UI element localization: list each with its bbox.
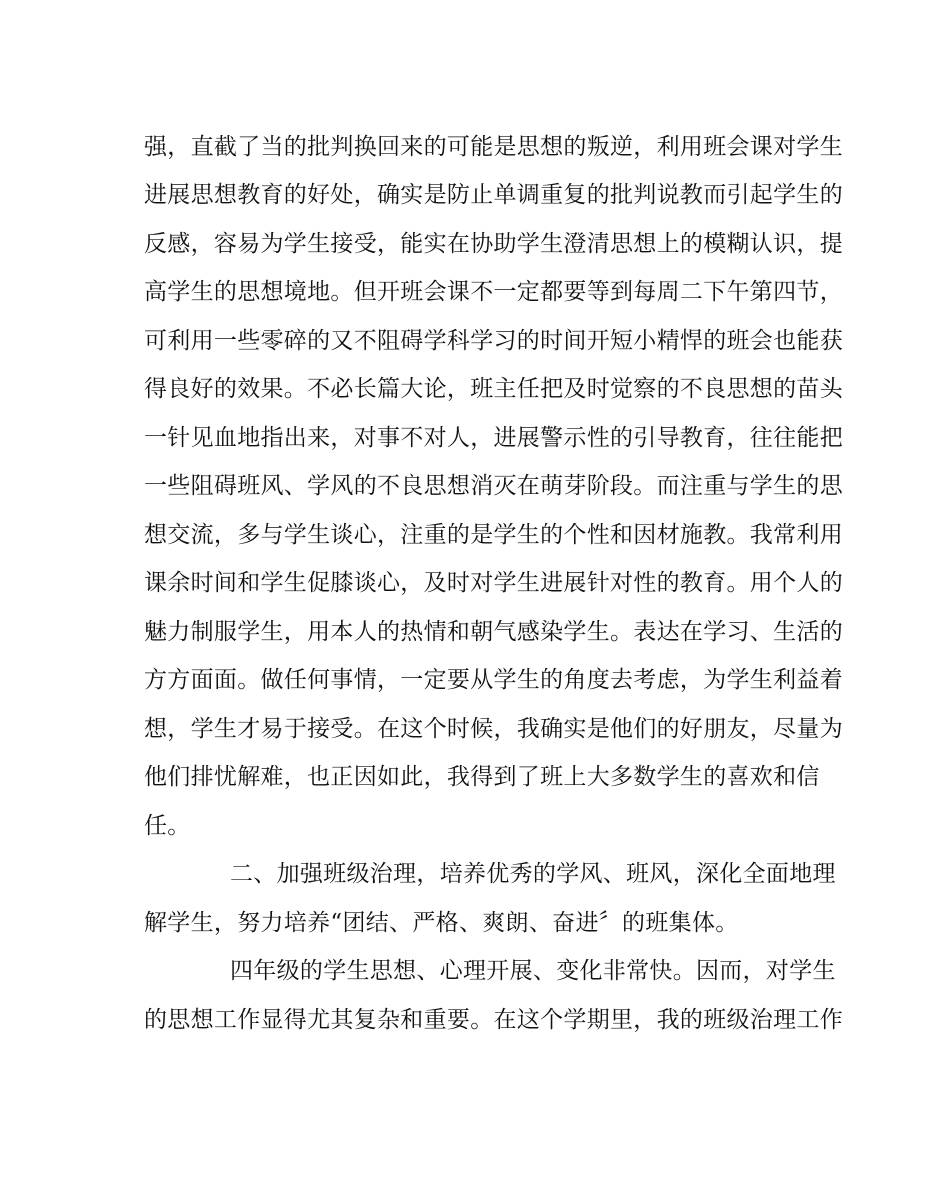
text-line: 一针见血地指出来，对事不对人，进展警示性的引导教育，往往能把 bbox=[144, 425, 843, 451]
text-line: 方方面面。做任何事情，一定要从学生的角度去考虑，为学生利益着 bbox=[144, 667, 843, 693]
text-line: 可利用一些零碎的又不阻碍学科学习的时间开短小精悍的班会也能获 bbox=[144, 328, 843, 354]
text-line: 想，学生才易于接受。在这个时候，我确实是他们的好朋友，尽量为 bbox=[144, 716, 843, 742]
text-line: 他们排忧解难，也正因如此，我得到了班上大多数学生的喜欢和信 bbox=[144, 764, 820, 790]
text-line: 任。 bbox=[144, 813, 191, 839]
text-line: 魅力制服学生，用本人的热情和朝气感染学生。表达在学习、生活的 bbox=[144, 619, 843, 645]
text-line: 反感，容易为学生接受，能实在协助学生澄清思想上的模糊认识，提 bbox=[144, 231, 843, 257]
text-line: 四年级的学生思想、心理开展、变化非常快。因而，对学生 bbox=[230, 958, 836, 984]
section-heading-line: 解学生，努力培养“团结、严格、爽朗、奋进〞的班集体。 bbox=[144, 910, 739, 936]
text-line: 高学生的思想境地。但开班会课不一定都要等到每周二下午第四节， bbox=[144, 279, 843, 305]
text-line: 想交流，多与学生谈心，注重的是学生的个性和因材施教。我常利用 bbox=[144, 522, 843, 548]
text-line: 进展思想教育的好处，确实是防止单调重复的批判说教而引起学生的 bbox=[144, 182, 843, 208]
text-line: 得良好的效果。不必长篇大论，班主任把及时觉察的不良思想的苗头 bbox=[144, 376, 843, 402]
text-line: 的思想工作显得尤其复杂和重要。在这个学期里，我的班级治理工作 bbox=[144, 1007, 843, 1033]
text-line: 强，直截了当的批判换回来的可能是思想的叛逆，利用班会课对学生 bbox=[144, 134, 843, 160]
text-line: 一些阻碍班风、学风的不良思想消灭在萌芽阶段。而注重与学生的思 bbox=[144, 473, 843, 499]
section-heading-line: 二、加强班级治理，培养优秀的学风、班风，深化全面地理 bbox=[230, 861, 836, 887]
text-line: 课余时间和学生促膝谈心，及时对学生进展针对性的教育。用个人的 bbox=[144, 570, 843, 596]
